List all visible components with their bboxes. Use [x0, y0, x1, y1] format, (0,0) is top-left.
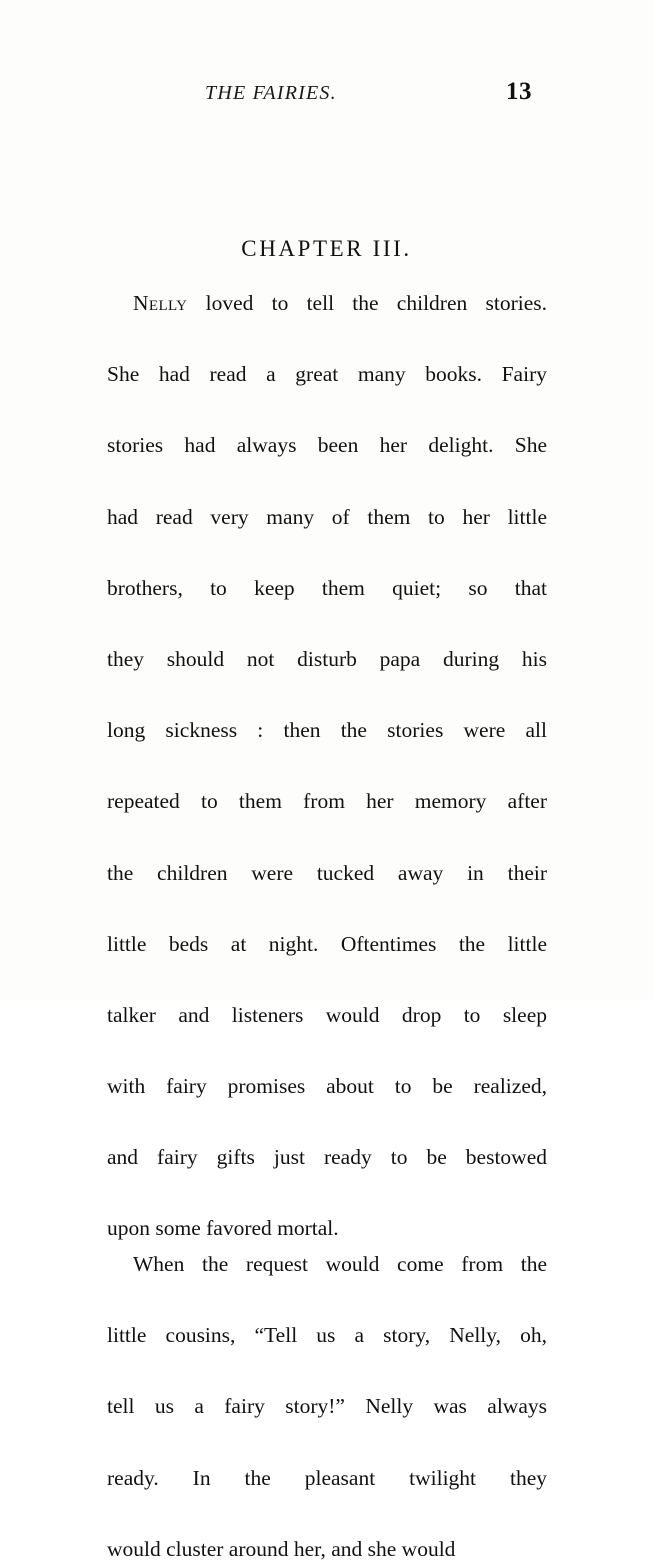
paragraph-2-line-3: tell us a fairy story!” Nelly was always	[107, 1394, 547, 1419]
body-text	[107, 286, 547, 1567]
paragraph-2-line-1	[107, 1247, 547, 1318]
paragraph-1-line-11: talker and listeners would drop to sleep	[107, 1002, 547, 1027]
paragraph-2-line-2: little cousins, “Tell us a story, Nelly, oh,	[107, 1323, 547, 1348]
chapter-heading: CHAPTER III.	[241, 236, 412, 261]
paragraph-1-line-14: upon some favored mortal.	[107, 1216, 339, 1241]
paragraph-1-lead: Nelly	[133, 291, 188, 315]
paragraph-1-line-2: She had read a great many books. Fairy	[107, 362, 547, 387]
paragraph-2	[107, 1247, 547, 1567]
paragraph-1-line-9: the children were tucked away in their	[107, 860, 547, 885]
paragraph-2-line-5: would cluster around her, and she would	[107, 1536, 456, 1561]
paragraph-1-line-5: brothers, to keep them quiet; so that	[107, 575, 547, 600]
paragraph-1-line-10: little beds at night. Oftentimes the little	[107, 931, 547, 956]
paragraph-1-line-1	[107, 286, 547, 357]
paragraph-1	[107, 286, 547, 1247]
running-title: THE FAIRIES.	[205, 82, 337, 104]
paragraph-1-line-3: stories had always been her delight. She	[107, 433, 547, 458]
paragraph-2-line-1-text: When the request would come from the	[133, 1252, 547, 1277]
paragraph-1-line-12: with fairy promises about to be realized,	[107, 1074, 547, 1099]
running-head	[0, 78, 653, 116]
paragraph-1-line-13: and fairy gifts just ready to be bestowed	[107, 1145, 547, 1170]
paragraph-1-line-1-text: loved to tell the children stories.	[205, 291, 548, 315]
paragraph-1-line-4: had read very many of them to her little	[107, 504, 547, 529]
paragraph-2-line-4: ready. In the pleasant twilight they	[107, 1465, 547, 1490]
paragraph-1-line-8: repeated to them from her memory after	[107, 789, 547, 814]
page-number: 13	[506, 78, 532, 105]
paragraph-1-line-7: long sickness : then the stories were all	[107, 718, 547, 743]
paragraph-1-line-6: they should not disturb papa during his	[107, 646, 547, 671]
